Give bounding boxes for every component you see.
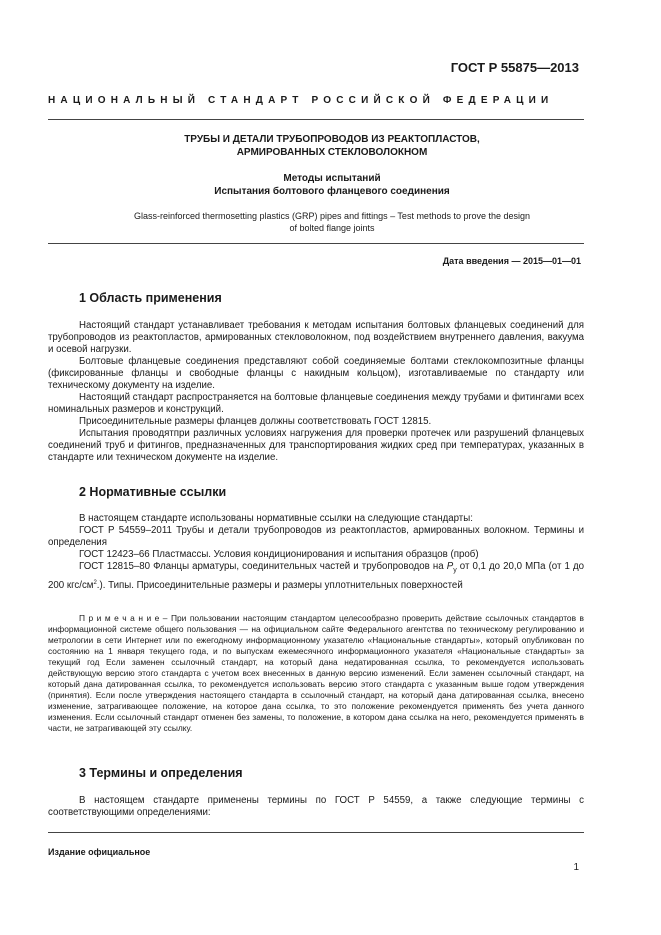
section-2-body xyxy=(48,513,584,592)
section-1-paragraph-5: Испытания проводятпри различных условиях нагружения для проверки протечек или разрушений фланцевых соединений труб и фитингов, предназначенных для транспортирования жидких сред при температурах, указанных в стандарте или техническом документе на изделие. xyxy=(48,428,584,463)
document-subtitle xyxy=(48,172,616,198)
note-label: П р и м е ч а н и е xyxy=(79,613,160,623)
subtitle-line-1: Методы испытаний xyxy=(283,173,381,184)
section-1-paragraph-1: Настоящий стандарт устанавливает требования к методам испытания болтовых фланцевых соединений для трубопроводов из реактопластов, армированных стекловолокном, под воздействием внутреннего давления, вакуума и осевой нагрузки. xyxy=(48,320,584,355)
introduction-date: Дата введения — 2015—01—01 xyxy=(442,256,581,266)
section-2-paragraph-3: ГОСТ 12423–66 Пластмассы. Условия кондиционирования и испытания образцов (проб) xyxy=(79,549,479,560)
section-2-paragraph-1: В настоящем стандарте использованы нормативные ссылки на следующие стандарты: xyxy=(79,513,473,524)
section-1-heading: 1 Область применения xyxy=(79,291,222,305)
section-2-heading: 2 Нормативные ссылки xyxy=(79,485,227,499)
document-code: ГОСТ Р 55875—2013 xyxy=(450,60,579,75)
section-1-paragraph-3: Настоящий стандарт распространяется на болтовые фланцевые соединения между трубами и фитингами всех номинальных размеров и конструкций. xyxy=(48,392,584,415)
section-2-paragraph-4: ГОСТ 12815–80 Фланцы арматуры, соединительных частей и трубопроводов на $P_у$ от 0,1 до 20,0 МПа (от 1 до 200 кгс/$см^2$.). Типы. Присоединительные размеры и размеры уплотнительных поверхностей xyxy=(48,561,584,592)
section-1-paragraph-4: Присоединительные размеры фланцев должны соответствовать ГОСТ 12815. xyxy=(79,416,432,427)
section-1-paragraph-2: Болтовые фланцевые соединения представляют собой соединяемые болтами стеклокомпозитные фланцы (фиксированные фланцы и свободные фланцы с накидным кольцом), изготавливаемые по стандарту или техническому документу на изделие. xyxy=(48,356,584,391)
national-standard-banner: НАЦИОНАЛЬНЫЙ СТАНДАРТ РОССИЙСКОЙ ФЕДЕРАЦИИ xyxy=(48,95,554,106)
section-3-heading: 3 Термины и определения xyxy=(79,766,243,780)
title-divider xyxy=(48,243,584,244)
subtitle-line-2: Испытания болтового фланцевого соединения xyxy=(214,186,450,197)
footer-divider xyxy=(48,832,584,833)
section-3-body xyxy=(48,795,584,819)
reference-note xyxy=(48,613,584,734)
official-edition-label: Издание официальное xyxy=(48,847,151,857)
section-2-paragraph-2: ГОСТ Р 54559–2011 Трубы и детали трубопроводов из реактопластов, армированных волокном. Термины и определения xyxy=(48,525,584,548)
english-title-line-2: of bolted flange joints xyxy=(289,223,375,233)
section-1-body xyxy=(48,320,584,464)
english-title xyxy=(60,210,604,234)
note-text: – При пользовании настоящим стандартом целесообразно проверить действие ссылочных стандартов в информационной системе общего пользования — на официальном сайте Федерального агентства по техническому регулированию и метрологии в сети Интернет или по ежегодному информационному указателю «Национальные стандарты», который опубликован по состоянию на 1 января текущего года, и по выпускам ежемесячного информационного указателя «Национальные стандарты» за текущий год Если заменен ссылочный стандарт, на который дана недатированная ссылка, то рекомендуется использовать действующую версию этого стандарта с учетом всех внесенных в данную версию изменений. Если заменен ссылочный стандарт, на который дана датированная ссылка, то рекомендуется использовать версию этого стандарта с указанным выше годом утверждения (принятия). Если после утверждения настоящего стандарта в ссылочный стандарт, на который дана датированная ссылка, внесено изменение, затрагивающее положение, на которое дана ссылка, то это положение рекомендуется применять без учета данного изменения. Если ссылочный стандарт отменен без замены, то положение, в котором дана ссылка на него, рекомендуется применять в части, не затрагивающей эту ссылку. xyxy=(48,613,584,733)
document-title xyxy=(48,133,616,159)
title-line-2: АРМИРОВАННЫХ СТЕКЛОВОЛОКНОМ xyxy=(236,147,428,158)
title-line-1: ТРУБЫ И ДЕТАЛИ ТРУБОПРОВОДОВ ИЗ РЕАКТОПЛАСТОВ, xyxy=(184,134,480,145)
page-number: 1 xyxy=(573,862,579,873)
header-divider xyxy=(48,119,584,120)
english-title-line-1: Glass-reinforced thermosetting plastics (GRP) pipes and fittings – Test methods to prove the design xyxy=(133,211,531,221)
section-3-paragraph-1: В настоящем стандарте применены термины по ГОСТ Р 54559, а также следующие термины с соответствующими определениями: xyxy=(48,795,584,818)
